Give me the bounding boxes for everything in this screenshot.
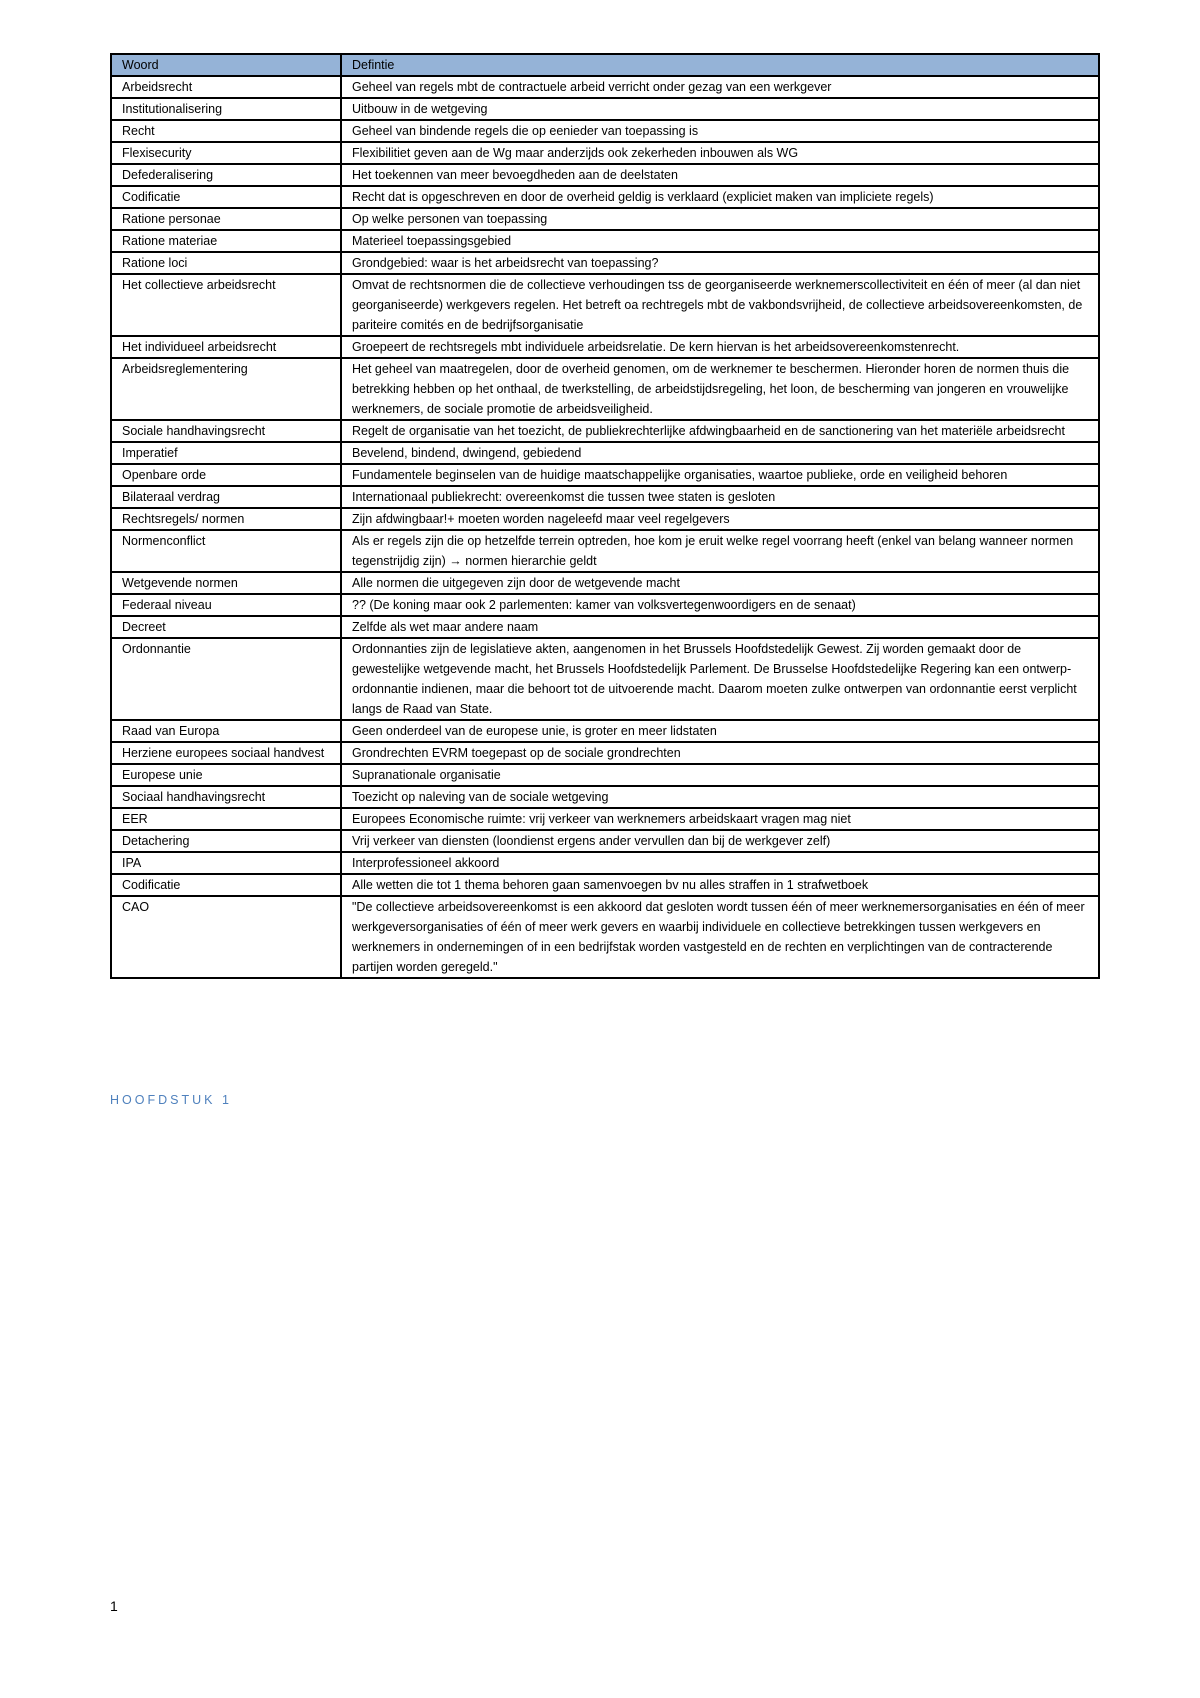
term-cell: Sociaal handhavingsrecht	[111, 786, 341, 808]
term-cell: Flexisecurity	[111, 142, 341, 164]
definition-cell: "De collectieve arbeidsovereenkomst is een akkoord dat gesloten wordt tussen één of meer werknemersorganisaties en één of meer werkgeversorganisaties of één of meer werk gevers en waarbij individuele en collectieve betrekkingen tussen werkgevers en werknemers in ondernemingen of in een bedrijfstak worden vastgesteld en de rechten en verplichtingen van de contracterende partijen worden geregeld."	[341, 896, 1099, 978]
table-row	[111, 808, 1099, 830]
term-cell: Recht	[111, 120, 341, 142]
table-row	[111, 616, 1099, 638]
page-number: 1	[110, 1598, 118, 1614]
definition-cell: Het toekennen van meer bevoegdheden aan de deelstaten	[341, 164, 1099, 186]
term-cell: Arbeidsrecht	[111, 76, 341, 98]
definition-cell: Grondrechten EVRM toegepast op de sociale grondrechten	[341, 742, 1099, 764]
definition-cell: Europees Economische ruimte: vrij verkeer van werknemers arbeidskaart vragen mag niet	[341, 808, 1099, 830]
term-cell: Imperatief	[111, 442, 341, 464]
term-cell: CAO	[111, 896, 341, 978]
table-row	[111, 742, 1099, 764]
definition-cell: Recht dat is opgeschreven en door de overheid geldig is verklaard (expliciet maken van impliciete regels)	[341, 186, 1099, 208]
term-cell: Ratione loci	[111, 252, 341, 274]
term-cell: Bilateraal verdrag	[111, 486, 341, 508]
definition-cell: Materieel toepassingsgebied	[341, 230, 1099, 252]
column-header-definitie: Defintie	[341, 54, 1099, 76]
definition-cell: Omvat de rechtsnormen die de collectieve verhoudingen tss de georganiseerde werknemerscollectiviteit en één of meer (al dan niet georganiseerde) werkgevers regelen. Het betreft oa rechtregels mbt de vakbondsvrijheid, de collectieve arbeidsovereenkomsten, de pariteire comités en de bedrijfsorganisatie	[341, 274, 1099, 336]
term-cell: Ratione personae	[111, 208, 341, 230]
table-row	[111, 594, 1099, 616]
table-header-row	[111, 54, 1099, 76]
table-row	[111, 336, 1099, 358]
term-cell: Openbare orde	[111, 464, 341, 486]
definition-cell: Flexibilitiet geven aan de Wg maar anderzijds ook zekerheden inbouwen als WG	[341, 142, 1099, 164]
definition-cell: Zijn afdwingbaar!+ moeten worden nageleefd maar veel regelgevers	[341, 508, 1099, 530]
term-cell: IPA	[111, 852, 341, 874]
term-cell: Het collectieve arbeidsrecht	[111, 274, 341, 336]
definition-cell: Supranationale organisatie	[341, 764, 1099, 786]
term-cell: Europese unie	[111, 764, 341, 786]
term-cell: Institutionalisering	[111, 98, 341, 120]
glossary-table	[110, 53, 1100, 979]
term-cell: Defederalisering	[111, 164, 341, 186]
table-row	[111, 274, 1099, 336]
term-cell: Normenconflict	[111, 530, 341, 572]
table-body	[111, 76, 1099, 978]
definition-cell: Alle normen die uitgegeven zijn door de wetgevende macht	[341, 572, 1099, 594]
definition-cell: Geheel van bindende regels die op eenieder van toepassing is	[341, 120, 1099, 142]
definition-cell: Fundamentele beginselen van de huidige maatschappelijke organisaties, waartoe publieke, orde en veiligheid behoren	[341, 464, 1099, 486]
definition-cell: Regelt de organisatie van het toezicht, de publiekrechterlijke afdwingbaarheid en de sanctionering van het materiële arbeidsrecht	[341, 420, 1099, 442]
table-row	[111, 420, 1099, 442]
table-row	[111, 230, 1099, 252]
table-row	[111, 830, 1099, 852]
term-cell: Ordonnantie	[111, 638, 341, 720]
term-cell: EER	[111, 808, 341, 830]
definition-cell: Interprofessioneel akkoord	[341, 852, 1099, 874]
table-row	[111, 572, 1099, 594]
table-row	[111, 530, 1099, 572]
definition-cell: Uitbouw in de wetgeving	[341, 98, 1099, 120]
definition-cell: Het geheel van maatregelen, door de overheid genomen, om de werknemer te beschermen. Hieronder horen de normen thuis die betrekking hebben op het onthaal, de twerkstelling, de arbeidstijdsregeling, het loon, de bescherming van jongeren en vrouwelijke werknemers, de sociale promotie de arbeidsveiligheid.	[341, 358, 1099, 420]
table-row	[111, 786, 1099, 808]
definition-cell: ?? (De koning maar ook 2 parlementen: kamer van volksvertegenwoordigers en de senaat)	[341, 594, 1099, 616]
term-cell: Sociale handhavingsrecht	[111, 420, 341, 442]
term-cell: Codificatie	[111, 186, 341, 208]
definition-cell: Alle wetten die tot 1 thema behoren gaan samenvoegen bv nu alles straffen in 1 strafwetboek	[341, 874, 1099, 896]
term-cell: Het individueel arbeidsrecht	[111, 336, 341, 358]
table-row	[111, 764, 1099, 786]
definition-cell: Geheel van regels mbt de contractuele arbeid verricht onder gezag van een werkgever	[341, 76, 1099, 98]
definition-cell: Geen onderdeel van de europese unie, is groter en meer lidstaten	[341, 720, 1099, 742]
definition-cell: Grondgebied: waar is het arbeidsrecht van toepassing?	[341, 252, 1099, 274]
table-row	[111, 896, 1099, 978]
definition-cell: Groepeert de rechtsregels mbt individuele arbeidsrelatie. De kern hiervan is het arbeidsovereenkomstenrecht.	[341, 336, 1099, 358]
term-cell: Decreet	[111, 616, 341, 638]
table-row	[111, 638, 1099, 720]
table-row	[111, 464, 1099, 486]
chapter-heading: HOOFDSTUK 1	[110, 1093, 232, 1107]
table-row	[111, 186, 1099, 208]
term-cell: Herziene europees sociaal handvest	[111, 742, 341, 764]
definition-cell: Als er regels zijn die op hetzelfde terrein optreden, hoe kom je eruit welke regel voorrang heeft (enkel van belang wanneer normen tegenstrijdig zijn) → normen hierarchie geldt	[341, 530, 1099, 572]
term-cell: Ratione materiae	[111, 230, 341, 252]
table-row	[111, 874, 1099, 896]
term-cell: Detachering	[111, 830, 341, 852]
definition-cell: Op welke personen van toepassing	[341, 208, 1099, 230]
definition-cell: Ordonnanties zijn de legislatieve akten, aangenomen in het Brussels Hoofdstedelijk Gewest. Zij worden gemaakt door de gewestelijke wetgevende macht, het Brussels Hoofdstedelijk Parlement. De Brusselse Hoofdstedelijke Regering kan een ontwerp-ordonnantie indienen, maar die behoort tot de uitvoerende macht. Daarom moeten zulke ontwerpen van ordonnantie eerst verplicht langs de Raad van State.	[341, 638, 1099, 720]
definition-cell: Internationaal publiekrecht: overeenkomst die tussen twee staten is gesloten	[341, 486, 1099, 508]
table-row	[111, 208, 1099, 230]
table-row	[111, 720, 1099, 742]
table-row	[111, 76, 1099, 98]
definition-cell: Toezicht op naleving van de sociale wetgeving	[341, 786, 1099, 808]
table-row	[111, 98, 1099, 120]
term-cell: Wetgevende normen	[111, 572, 341, 594]
table-row	[111, 142, 1099, 164]
term-cell: Arbeidsreglementering	[111, 358, 341, 420]
term-cell: Raad van Europa	[111, 720, 341, 742]
term-cell: Federaal niveau	[111, 594, 341, 616]
table-row	[111, 852, 1099, 874]
table-row	[111, 508, 1099, 530]
table-row	[111, 164, 1099, 186]
table-row	[111, 120, 1099, 142]
table-row	[111, 442, 1099, 464]
table-row	[111, 252, 1099, 274]
column-header-woord: Woord	[111, 54, 341, 76]
table-row	[111, 358, 1099, 420]
table-row	[111, 486, 1099, 508]
definition-cell: Zelfde als wet maar andere naam	[341, 616, 1099, 638]
term-cell: Rechtsregels/ normen	[111, 508, 341, 530]
definition-cell: Vrij verkeer van diensten (loondienst ergens ander vervullen dan bij de werkgever zelf)	[341, 830, 1099, 852]
term-cell: Codificatie	[111, 874, 341, 896]
definition-cell: Bevelend, bindend, dwingend, gebiedend	[341, 442, 1099, 464]
